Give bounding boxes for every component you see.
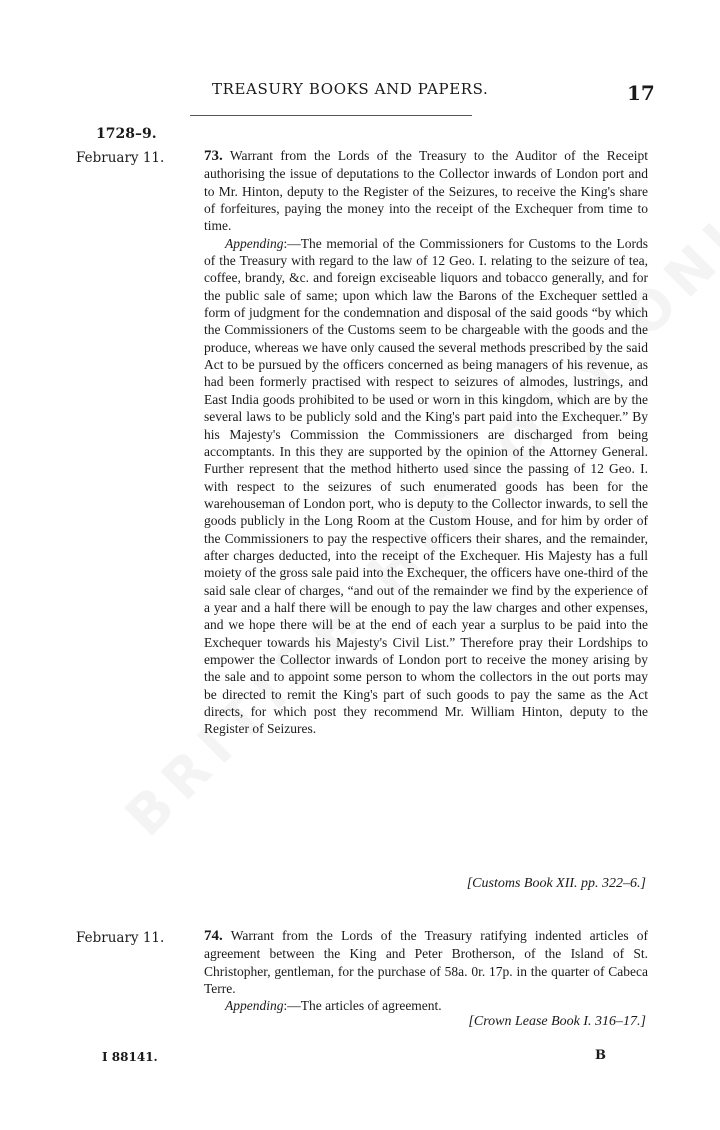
warrant-paragraph: [204, 927, 648, 997]
entry-number: 73.: [204, 148, 223, 164]
page-number: 17: [627, 81, 655, 105]
warrant-paragraph: [204, 147, 648, 235]
entry-73: [204, 147, 648, 738]
source-citation: [467, 876, 646, 892]
appending-text: :—The articles of agreement.: [283, 998, 442, 1014]
year-heading: 1728–9.: [96, 126, 157, 142]
source-text: [Crown Lease Book I. 316–17.]: [468, 1014, 646, 1029]
source-text: [Customs Book XII. pp. 322–6.]: [466, 876, 646, 891]
sheet-mark: B: [595, 1048, 606, 1063]
source-citation: [468, 1014, 646, 1030]
warrant-text: Warrant from the Lords of the Treasury ratifying indented articles of agreement between the King and Peter Brotherson, of the Island of St. Christopher, gentleman, for the purchase of 58a. 0r. 17p. in the quarter of Cabeca Terre.: [204, 928, 648, 997]
entry-date: February 11.: [76, 930, 165, 946]
running-title: TREASURY BOOKS AND PAPERS.: [212, 80, 489, 98]
entry-number: 74.: [204, 928, 223, 944]
appending-paragraph: [204, 997, 648, 1014]
printer-signature: I 88141.: [102, 1050, 158, 1064]
appending-label: Appending: [225, 998, 284, 1014]
appending-label: Appending: [225, 235, 284, 251]
warrant-text: Warrant from the Lords of the Treasury to the Auditor of the Receipt authorising the issue of deputations to the Collector inwards of London port and to Mr. Hinton, deputy to the Register of the Seizures, to receive the King's share of forfeitures, paying the money into the receipt of the Exchequer from time to time.: [204, 148, 648, 234]
entry-date: February 11.: [76, 150, 165, 166]
appending-text: :—The memorial of the Commissioners for Customs to the Lords of the Treasury with regard to the law of 12 Geo. I. relating to the seizure of tea, coffee, brandy, &c. and foreign exciseable liquors and tobacco generally, and for the public sale of same; upon which law the Barons of the Exchequer settled a form of judgment for the condemnation and disposal of the said goods “by which the Commissioners of the Customs seem to be chargeable with the goods and the produce, whereas we have only caused the several methods prescribed by the said Act to be pursued by the officers concerned as being managers of his revenue, as had been formerly practised with respect to seizures of almodes, lustrings, and East India goods prohibited to be used or worn in this kingdom, which are by the several laws to be publicly sold and the King's part paid into the Exchequer.” By his Majesty's Commission the Commissioners are discharged from being accomptants. In this they are supported by the opinion of the Attorney General. Further represent that the method hitherto used since the passing of 12 Geo. I. with respect to the seizures of such enumerated goods has been for the warehouseman of London port, who is deputy to the Collector inwards, to sell the goods publicly in the Long Room at the Custom House, and for him by order of the Commissioners to pay the respective officers their shares, and the remainder, after charges deducted, into the receipt of the Exchequer. His Majesty has a full moiety of the gross sale paid into the Exchequer, the officers have one-third of the said sale clear of charges, “and out of the remainder we find by the experience of a year and a half there will be enough to pay the law charges and other expenses, and we hope there will be at the end of each year a surplus to be paid into the Exchequer towards his Majesty's Civil List.” Therefore pray their Lordships to empower the Collector inwards of London port to receive the money arising by the sale and to appoint some person to whom the collectors in the out ports may be directed to remit the King's part of such goods to pay the same as the Act directs, for which post they recommend Mr. William Hinton, deputy to the Register of Seizures.: [204, 235, 648, 737]
header-rule: [190, 115, 472, 116]
entry-74: [204, 927, 648, 1015]
appending-paragraph: [204, 235, 648, 738]
